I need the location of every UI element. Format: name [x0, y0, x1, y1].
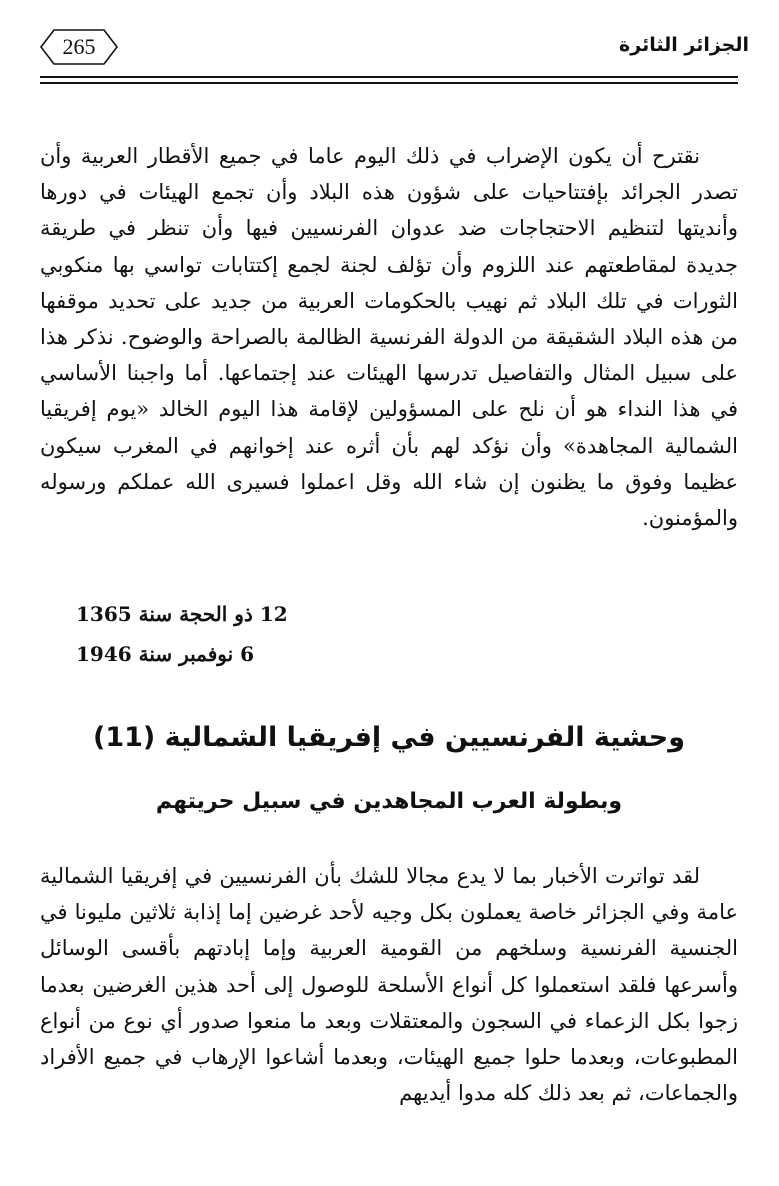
- page-header: [0, 0, 779, 100]
- date-block: [76, 594, 316, 674]
- section-title: وحشية الفرنسيين في إفريقيا الشمالية (11): [92, 722, 686, 753]
- page-number-badge: [40, 29, 118, 65]
- body-paragraph-2: لقد تواترت الأخبار بما لا يدع مجالا للشك بأن الفرنسيين في إفريقيا الشمالية عامة وفي الجزائر خاصة يعملون بكل وجيه لأحد غرضين إما إذابة ثلاثين مليونا في الجنسية الفرنسية وسلخهم من القومية العربية وإما إبادتهم بأقسى الوسائل وأسرعها فلقد استعملوا كل أنواع الأسلحة للوصول إلى أحد هذين الغرضين بعدما زجوا بكل الزعماء في السجون والمعتقلات وبعد ما منعوا صدور أي نوع من أنواع المطبوعات، وبعدما حلوا جميع الهيئات، وبعدما أشاعوا الإرهاب في جميع الأفراد والجماعات، ثم بعد ذلك كله مدوا أيديهم: [40, 864, 738, 1106]
- date-hijri: 12 ذو الحجة سنة 1365: [76, 602, 288, 626]
- header-rule-top: [40, 76, 738, 78]
- date-gregorian: 6 نوفمبر سنة 1946: [76, 642, 255, 666]
- section-subtitle: وبطولة العرب المجاهدين في سبيل حريتهم: [155, 789, 623, 814]
- header-rule-bottom: [40, 82, 738, 84]
- page-number: 265: [62, 34, 96, 59]
- running-title: الجزائر الثائرة: [619, 34, 749, 56]
- body-paragraph-1: نقترح أن يكون الإضراب في ذلك اليوم عاما في جميع الأقطار العربية وأن تصدر الجرائد بإفتتاحيات على شؤون هذه البلاد وأن تجمع الهيئات في دورها وأنديتها لتنظيم الاحتجاجات ضد عدوان الفرنسيين فيها وأن تنظر في طريقة جديدة لمقاطعتهم عند اللزوم وأن تؤلف لجنة لجمع إكتتابات تواسي بها منكوبي الثورات في تلك البلاد ثم نهيب بالحكومات العربية من جديد على تحديد موقفها من هذه البلاد الشقيقة من الدولة الفرنسية الظالمة بالصراحة والوضوح. نذكر هذا على سبيل المثال والتفاصيل تدرسها الهيئات عند إجتماعها. أما واجبنا الأساسي في هذا النداء هو أن نلح على المسؤولين لإقامة هذا اليوم الخالد «يوم إفريقيا الشمالية المجاهدة» وأن نؤكد لهم بأن أثره عند إخوانهم في المغرب سيكون عظيما وفوق ما يظنون إن شاء الله وقل اعملوا فسيرى الله عملكم ورسوله والمؤمنون.: [40, 144, 738, 531]
